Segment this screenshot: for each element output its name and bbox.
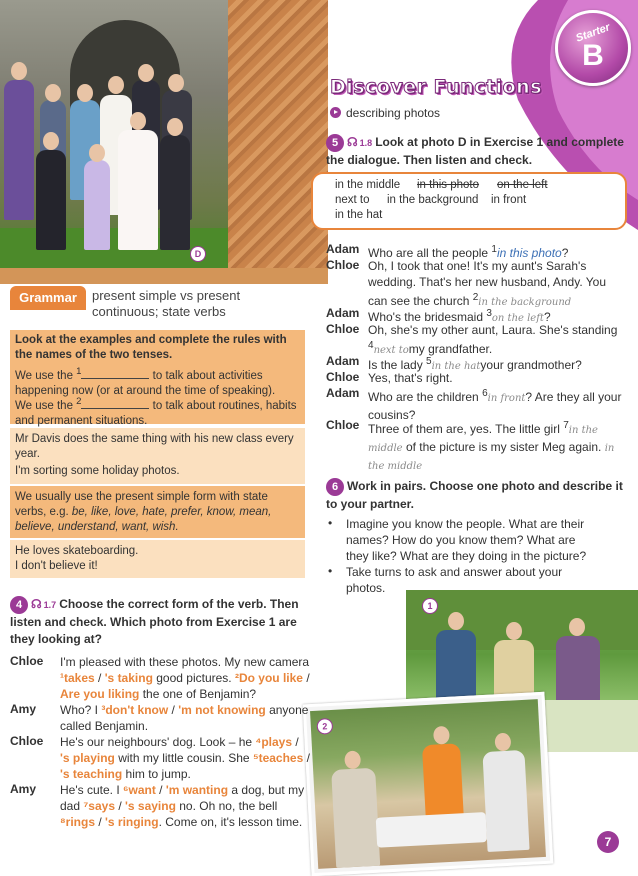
verb-option[interactable]: ⁶want — [122, 783, 156, 797]
option-crossed: on the left — [497, 179, 548, 191]
text: We usually use the present simple form with state verbs, e.g. — [15, 491, 268, 518]
verb-option[interactable]: 'm not knowing — [178, 703, 266, 717]
options-box — [311, 172, 627, 230]
dialogue-line — [60, 734, 310, 782]
grammar-rules-box — [10, 330, 305, 427]
text: to talk about activities happening now (or at around the time of speaking). — [15, 369, 276, 397]
text: He's cute. I — [60, 783, 123, 797]
example: Mr Davis does the same thing with his new class every year. — [15, 433, 294, 460]
bullet-icon: • — [328, 564, 333, 578]
text: We use the — [15, 399, 77, 412]
discover-functions-title: Discover Functions — [330, 76, 542, 98]
text: / — [94, 671, 105, 685]
text: to talk about routines, habits and permanent situations. — [15, 399, 297, 427]
state-verbs-list: be, like, love, hate, prefer, know, mean, believe, understand, want, wish. — [15, 506, 272, 533]
option: in the hat — [335, 209, 383, 221]
photo-2-image — [310, 699, 546, 869]
person-head — [167, 118, 183, 136]
instruction-text: Work in pairs. Choose one photo and describe it to your partner. — [326, 479, 623, 511]
text: ? — [561, 246, 569, 260]
verb-option[interactable]: ²Do you like — [234, 671, 303, 685]
text: I'm pleased with these photos. My new camera — [60, 655, 310, 669]
brick-wall-bottom — [0, 268, 328, 284]
gap-number: 2 — [472, 292, 479, 303]
grammar-examples-box — [10, 428, 305, 484]
exercise-5-instruction — [326, 134, 626, 169]
text: a dog, but my dad — [60, 783, 305, 813]
verb-option[interactable]: ⁷says — [83, 799, 116, 813]
state-verbs-rule — [15, 490, 300, 535]
example: He loves skateboarding. — [15, 545, 139, 557]
text: Who are all the people — [368, 246, 492, 260]
person-head — [43, 132, 59, 150]
option-crossed: in this photo — [417, 179, 480, 191]
track-number: 1.8 — [359, 138, 373, 148]
person-head — [77, 84, 93, 102]
option: in the background — [387, 194, 479, 206]
verb-option[interactable]: 's saying — [125, 799, 176, 813]
badge-letter: B — [582, 39, 604, 72]
verb-option[interactable]: ⁵teaches — [252, 751, 304, 765]
person-head — [108, 76, 124, 94]
gap-number: 2 — [76, 396, 82, 407]
page-number: 7 — [597, 831, 619, 853]
bullet-text: Imagine you know the people. What are their names? How do you know them? What are they like? What are they doing in the picture? — [346, 517, 587, 563]
verb-option[interactable]: Are you liking — [60, 687, 140, 701]
gap-number: 7 — [563, 420, 569, 431]
option: next to — [335, 194, 370, 206]
starter-badge — [555, 10, 631, 86]
person-head — [344, 751, 361, 770]
person — [482, 750, 529, 852]
text: / — [292, 735, 299, 749]
dialogue-line — [368, 258, 623, 311]
gap-number: 6 — [482, 388, 488, 399]
text: anyone called Benjamin. — [60, 703, 309, 733]
text: ? — [543, 310, 551, 324]
bullet-text: Take turns to ask and answer about your photos. — [346, 565, 563, 595]
subtitle-text: describing photos — [346, 106, 441, 120]
text: / — [303, 751, 310, 765]
handwritten-answer: in the middle — [368, 425, 598, 454]
text: / — [302, 671, 310, 685]
text: / — [95, 815, 106, 829]
dialogue-line — [60, 702, 310, 734]
text: / — [115, 799, 126, 813]
gap-number: 5 — [426, 356, 432, 367]
grammar-instruction: Look at the examples and complete the rules with the names of the two tenses. — [15, 334, 287, 361]
option: in front — [491, 194, 527, 206]
instruction-text: Choose the correct form of the verb. Then listen and check. Which photo from Exercise 1 are they looking at? — [10, 597, 299, 646]
grammar-title: present simple vs present continuous; state verbs — [92, 288, 241, 319]
gap-number: 4 — [368, 340, 374, 351]
grammar-state-verbs-box — [10, 486, 305, 538]
verb-option[interactable]: 's taking — [104, 671, 153, 685]
example: I don't believe it! — [15, 560, 98, 572]
text: He's our neighbours' dog. Look – he — [60, 735, 256, 749]
exercise-4-instruction — [10, 596, 310, 648]
grammar-rule-2 — [15, 394, 300, 429]
speaker: Adam — [326, 306, 360, 320]
person-head — [138, 64, 154, 82]
text: no. Oh no, the bell — [175, 799, 278, 813]
text: of the picture is my sister Meg again. — [405, 440, 602, 454]
speaker: Adam — [326, 242, 360, 256]
grammar-label: Grammar — [10, 286, 86, 310]
text: my grandfather. — [408, 342, 493, 356]
text: with my little cousin. She — [114, 751, 253, 765]
photo-label: 1 — [422, 598, 438, 614]
grammar-examples-box-2 — [10, 540, 305, 578]
speaker: Chloe — [326, 322, 360, 336]
person — [436, 630, 476, 700]
verb-option[interactable]: ⁸rings — [60, 815, 96, 829]
person-head — [45, 84, 61, 102]
text: Who are the children — [368, 390, 483, 404]
speaker: Chloe — [326, 370, 360, 384]
blank-line — [81, 398, 149, 409]
instruction-text: Look at photo D in Exercise 1 and complete the dialogue. Then listen and check. — [326, 135, 624, 167]
dialogue-line — [60, 654, 310, 702]
speaker: Chloe — [10, 654, 44, 668]
verb-option[interactable]: 's teaching — [60, 767, 123, 781]
exercise-number: 4 — [10, 596, 28, 614]
verb-option[interactable]: 'm wanting — [165, 783, 229, 797]
text: ? Are they all your cousins? — [368, 390, 622, 422]
text: Who's the bridesmaid — [368, 310, 487, 324]
exercise-6-instruction — [326, 478, 626, 513]
starter-text: Starter — [574, 21, 612, 45]
handwritten-answer: next to — [373, 345, 409, 356]
photo-label: 2 — [316, 718, 333, 735]
handwritten-answer: on the left — [491, 313, 544, 324]
text: the one of Benjamin? — [139, 687, 257, 701]
person-head — [448, 612, 464, 630]
text: We use the — [15, 369, 77, 382]
gap-number: 1 — [491, 244, 497, 255]
text: . Come on, it's lesson time. — [158, 815, 303, 829]
brick-wall — [228, 0, 328, 270]
speaker: Chloe — [10, 734, 44, 748]
person-head — [89, 144, 105, 162]
option: in the middle — [335, 179, 401, 191]
verb-option[interactable]: ¹takes — [60, 671, 95, 685]
text: your grandmother? — [480, 358, 582, 372]
speaker: Adam — [326, 354, 360, 368]
text: / — [155, 783, 166, 797]
person — [331, 768, 380, 868]
person-head — [168, 74, 184, 92]
text: Three of them are, yes. The little girl — [368, 422, 564, 436]
text: Oh, I took that one! It's my aunt's Sarah's wedding. That's her new husband, Andy. You can see the church — [368, 259, 607, 308]
child — [84, 160, 110, 250]
discover-subtitle — [330, 106, 440, 120]
verb-option[interactable]: 's ringing — [105, 815, 159, 829]
person — [556, 636, 600, 706]
example: I'm sorting some holiday photos. — [15, 465, 180, 477]
speaker: Chloe — [326, 418, 360, 432]
track-number: 1.7 — [43, 600, 57, 610]
gap-number: 1 — [76, 366, 82, 377]
blank-line — [81, 368, 149, 379]
handwritten-answer: in front — [487, 393, 526, 404]
person-head — [494, 733, 511, 752]
verb-option[interactable]: 's playing — [60, 751, 115, 765]
dialogue-line: Yes, that's right. — [368, 371, 453, 385]
person-head — [569, 618, 585, 636]
handwritten-answer: in the hat — [431, 361, 481, 372]
exercise-number: 5 — [326, 134, 344, 152]
speaker: Amy — [10, 782, 37, 796]
person-head — [433, 726, 450, 745]
photo-d-wedding — [0, 0, 228, 268]
verb-option[interactable]: ⁴plays — [255, 735, 293, 749]
text: Is the lady — [368, 358, 427, 372]
verb-option[interactable]: ³don't know — [101, 703, 169, 717]
person-head — [506, 622, 522, 640]
text: good pictures. — [152, 671, 235, 685]
photo-2-barbecue — [303, 692, 554, 876]
person — [494, 640, 534, 700]
headphones-icon: ☊ — [31, 597, 42, 611]
dialogue-line — [60, 782, 310, 830]
child-bridesmaid — [118, 130, 158, 250]
handwritten-note: in the middle — [368, 443, 615, 472]
play-icon — [330, 107, 341, 118]
bullet-icon: • — [328, 516, 333, 530]
text: him to jump. — [122, 767, 191, 781]
dialogue-line — [368, 418, 623, 475]
speaker: Amy — [10, 702, 37, 716]
text: Who? I — [60, 703, 102, 717]
child — [160, 135, 190, 250]
example-answer: in this photo — [496, 246, 562, 260]
child — [36, 150, 66, 250]
headphones-icon: ☊ — [347, 135, 358, 149]
speaker: Adam — [326, 386, 360, 400]
person — [4, 80, 34, 220]
exercise-number: 6 — [326, 478, 344, 496]
speaker: Chloe — [326, 258, 360, 272]
text: / — [168, 703, 179, 717]
person-head — [130, 112, 146, 130]
text: Oh, she's my other aunt, Laura. She's standing — [368, 323, 618, 337]
handwritten-answer: in the background — [478, 297, 572, 308]
photo-label: D — [190, 246, 206, 262]
person-head — [11, 62, 27, 80]
gap-number: 3 — [486, 308, 492, 319]
table — [376, 812, 487, 848]
